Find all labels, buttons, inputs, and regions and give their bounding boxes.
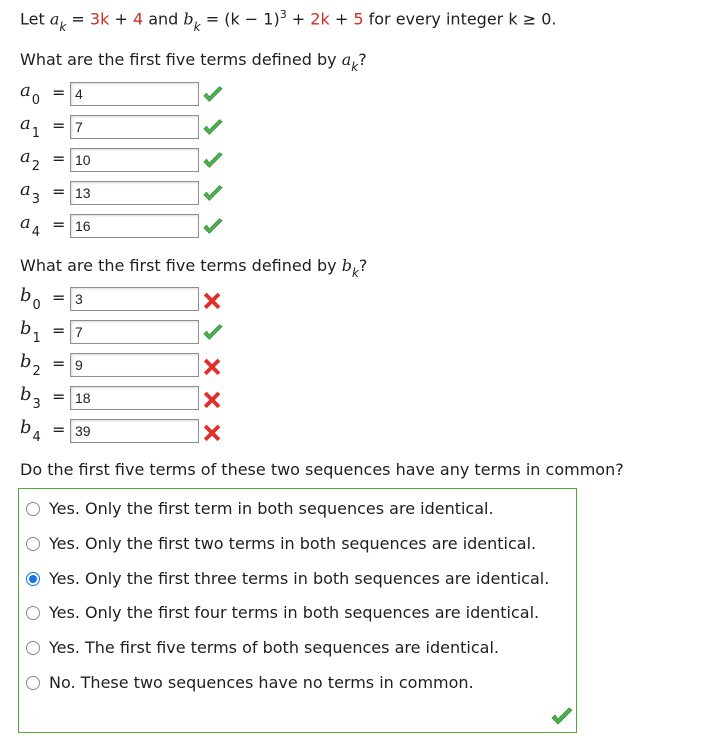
check-icon bbox=[202, 216, 224, 238]
question-b-sub: k bbox=[351, 266, 359, 281]
term-index: 2 bbox=[31, 158, 41, 174]
equals-sign: = bbox=[52, 116, 66, 135]
def-b-exp: 3 bbox=[279, 8, 287, 21]
term-label bbox=[20, 179, 56, 207]
cross-icon bbox=[202, 388, 224, 410]
option-label: Yes. The first five terms of both sequences are identical. bbox=[49, 638, 499, 658]
term-label bbox=[20, 318, 56, 346]
term-index: 4 bbox=[32, 429, 41, 445]
def-eq-b: = bbox=[200, 9, 225, 29]
term-input[interactable]: 18 bbox=[70, 386, 199, 410]
term-index: 3 bbox=[32, 396, 41, 412]
equals-sign: = bbox=[52, 288, 66, 307]
def-b-const: 5 bbox=[353, 9, 364, 29]
option-label: Yes. Only the first term in both sequences are identical. bbox=[49, 499, 494, 518]
term-input[interactable]: 9 bbox=[70, 353, 199, 377]
term-input[interactable]: 10 bbox=[70, 148, 199, 172]
def-and: and bbox=[143, 9, 184, 29]
equals-sign: = bbox=[52, 354, 66, 373]
question-a-text: What are the first five terms defined by bbox=[20, 50, 342, 69]
term-var: a bbox=[20, 146, 31, 167]
term-var: a bbox=[20, 80, 31, 101]
def-eq-a: = bbox=[66, 9, 90, 29]
term-label bbox=[20, 351, 56, 379]
term-input[interactable]: 4 bbox=[70, 82, 199, 106]
term-var: a bbox=[20, 212, 31, 233]
def-a-sub: k bbox=[59, 19, 67, 34]
term-input[interactable]: 7 bbox=[70, 320, 199, 344]
radio-button[interactable] bbox=[26, 676, 40, 690]
definition-line bbox=[20, 8, 556, 32]
question-a bbox=[20, 50, 367, 75]
term-index: 4 bbox=[31, 224, 41, 240]
def-b-sub: k bbox=[193, 19, 201, 34]
term-input[interactable]: 7 bbox=[70, 115, 199, 139]
def-plus-a: + bbox=[109, 9, 133, 29]
term-label bbox=[20, 113, 56, 141]
equals-sign: = bbox=[52, 321, 66, 340]
def-cond: k ≥ 0. bbox=[508, 9, 557, 29]
term-index: 0 bbox=[31, 92, 41, 108]
option-label: Yes. Only the first four terms in both sequences are identical. bbox=[49, 603, 540, 623]
equals-sign: = bbox=[52, 182, 66, 201]
cross-icon bbox=[202, 355, 224, 377]
term-var: b bbox=[20, 417, 32, 438]
equals-sign: = bbox=[52, 387, 66, 406]
def-plus-b1: + bbox=[286, 9, 311, 29]
term-input[interactable]: 39 bbox=[70, 419, 199, 443]
question-b-end: ? bbox=[358, 256, 368, 275]
def-b-var: b bbox=[183, 9, 194, 29]
radio-button[interactable] bbox=[26, 606, 40, 620]
option-label: No. These two sequences have no terms in common. bbox=[49, 673, 474, 692]
question-a-var: a bbox=[341, 50, 352, 69]
check-icon bbox=[202, 322, 224, 344]
term-label bbox=[20, 417, 56, 445]
term-label bbox=[20, 212, 56, 240]
term-label bbox=[20, 80, 56, 108]
question-b bbox=[20, 256, 368, 281]
check-icon bbox=[202, 117, 224, 139]
final-check-icon bbox=[550, 706, 574, 728]
def-prefix: Let bbox=[20, 9, 50, 29]
term-var: a bbox=[20, 113, 31, 134]
term-label bbox=[20, 146, 56, 174]
check-icon bbox=[202, 150, 224, 172]
term-var: b bbox=[20, 384, 32, 405]
cross-icon bbox=[202, 421, 224, 443]
equals-sign: = bbox=[52, 149, 66, 168]
term-label bbox=[20, 384, 56, 412]
term-index: 0 bbox=[32, 297, 41, 313]
def-plus-b2: + bbox=[329, 9, 354, 29]
options-group bbox=[18, 488, 577, 733]
term-index: 2 bbox=[32, 363, 41, 379]
term-var: a bbox=[20, 179, 31, 200]
term-label bbox=[20, 285, 56, 313]
term-index: 1 bbox=[32, 330, 41, 346]
term-input[interactable]: 13 bbox=[70, 181, 199, 205]
question-b-text: What are the first five terms defined by bbox=[20, 256, 342, 275]
equals-sign: = bbox=[52, 215, 66, 234]
def-a-coef: 3k bbox=[89, 9, 110, 29]
def-b-coef: 2k bbox=[310, 9, 330, 29]
def-a-const: 4 bbox=[132, 9, 144, 29]
radio-button[interactable] bbox=[26, 502, 40, 516]
term-index: 1 bbox=[31, 125, 41, 141]
check-icon bbox=[202, 183, 224, 205]
radio-button[interactable] bbox=[26, 641, 40, 655]
option-label: Yes. Only the first three terms in both sequences are identical. bbox=[49, 568, 550, 588]
term-index: 3 bbox=[31, 191, 41, 207]
term-input[interactable]: 3 bbox=[70, 287, 199, 311]
question-b-var: b bbox=[341, 256, 352, 275]
cross-icon bbox=[202, 289, 224, 311]
check-icon bbox=[202, 84, 224, 106]
radio-button[interactable] bbox=[26, 572, 40, 586]
equals-sign: = bbox=[52, 83, 66, 102]
option-label: Yes. Only the first two terms in both sequences are identical. bbox=[49, 533, 537, 553]
equals-sign: = bbox=[52, 420, 66, 439]
question-a-sub: k bbox=[351, 60, 359, 75]
def-suffix: for every integer bbox=[363, 9, 509, 29]
question-a-end: ? bbox=[358, 50, 367, 69]
def-b-open: (k − 1) bbox=[224, 9, 280, 29]
term-input[interactable]: 16 bbox=[70, 214, 199, 238]
radio-button[interactable] bbox=[26, 537, 40, 551]
question-common: Do the first five terms of these two sequences have any terms in common? bbox=[20, 460, 624, 479]
def-a-var: a bbox=[49, 9, 60, 29]
term-var: b bbox=[20, 285, 32, 306]
term-var: b bbox=[20, 351, 32, 372]
term-var: b bbox=[20, 318, 32, 339]
